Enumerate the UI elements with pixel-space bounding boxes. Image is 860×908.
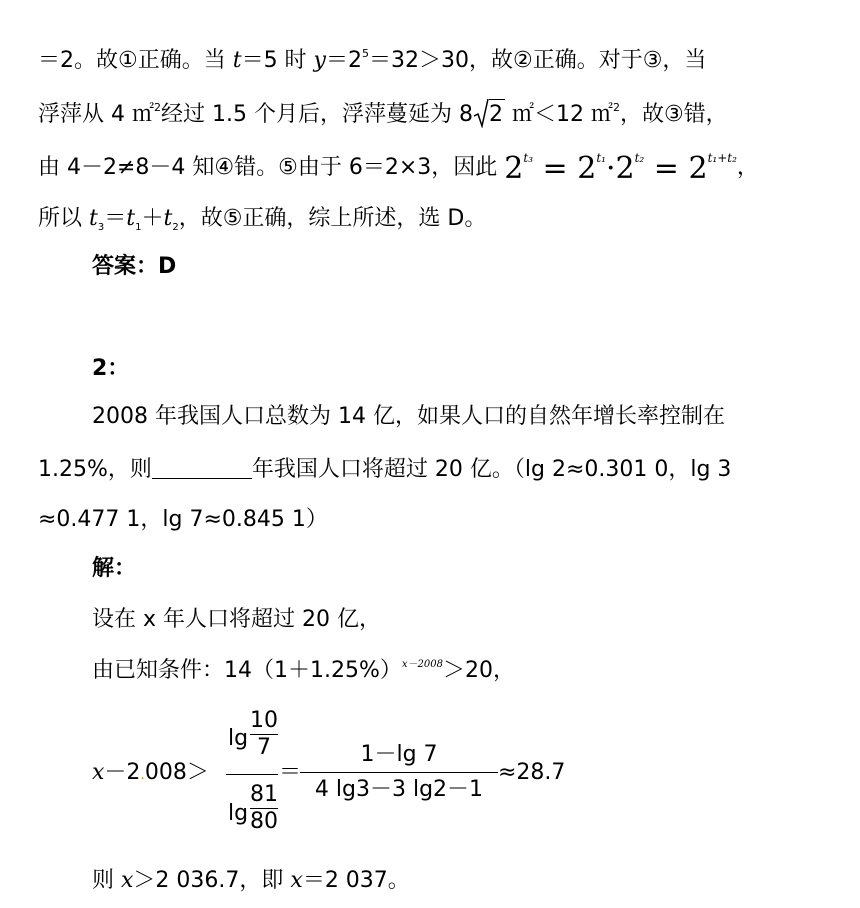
l1-b: ＝5 时 [241, 48, 314, 73]
answer-line: 答案：D [92, 254, 177, 279]
question-number: 2： [92, 356, 130, 381]
var-y: y [313, 48, 326, 73]
frac-10-7: 10 7 [250, 708, 278, 760]
l2-b: 经过 1.5 个月后，浮萍蔓延为 8 [160, 102, 473, 127]
question-line-3: ≈0.477 1，lg 7≈0.845 1） [38, 507, 328, 532]
equals-sign: ＝ [279, 760, 302, 785]
l1-c: ＝2 [325, 48, 362, 73]
lg-bottom: lg [228, 801, 249, 826]
l3-end: ， [736, 155, 759, 180]
l1-d: ＝32＞30，故②正确。对于③，当 [368, 48, 707, 73]
l2-a-sup: 2 [153, 101, 161, 114]
l2-c-sup: 2 [612, 101, 620, 114]
text-line-4: 所以 $t_3=t_1+t_2$，故⑤正确，综上所述，选 D。 [38, 206, 487, 233]
l2-c: ㎡＜12 ㎡ [504, 102, 613, 127]
text-line-2 [38, 102, 728, 126]
frac-right: 1－lg 7 4 lg3－3 lg2－1 [300, 744, 498, 801]
var-t: t [232, 48, 242, 73]
exponent-x-2008: x－2008 [401, 659, 443, 670]
frac-81-80: 81 80 [250, 782, 278, 834]
question-line-2: 1.25%，则 年我国人口将超过 20 亿。（lg 2≈0.301 0，lg 3 [38, 457, 732, 482]
radicand: 2 [489, 99, 505, 127]
answer-blank [152, 458, 252, 479]
l2-d: ，故③错， [619, 102, 728, 127]
l1-a: ＝2。故①正确。当 [38, 48, 233, 73]
final-line: 则 x＞2 036.7，即 x＝2 037。 [92, 868, 410, 893]
sqrt-expression [473, 104, 505, 126]
solution-line-1: 设在 x 年人口将超过 20 亿， [92, 607, 381, 632]
l3-a: 由 4－2≠8－4 知④错。⑤由于 6＝2×3，因此 [38, 155, 498, 180]
text-line-1 [38, 48, 706, 72]
l2-a: 浮萍从 4 ㎡ [38, 102, 154, 127]
formula-lhs: x－2.008＞ [92, 760, 209, 785]
approx-result: ≈28.7 [498, 760, 566, 785]
exp-5: 5 [361, 47, 369, 60]
solution-label: 解： [92, 556, 137, 581]
solution-line-2: 由已知条件：$14(1+1.25\%)^{x-2008}>20$， [92, 658, 515, 683]
question-line-1: 2008 年我国人口总数为 14 亿，如果人口的自然年增长率控制在 [92, 404, 725, 429]
main-fraction-bar-left [226, 774, 278, 775]
power-expression: $2^{t_3} = 2^{t_1}\cdot 2^{t_2} = 2^{t_1+t_2}$ [504, 151, 737, 186]
text-line-3 [38, 152, 759, 184]
lg-top: lg [228, 726, 249, 751]
